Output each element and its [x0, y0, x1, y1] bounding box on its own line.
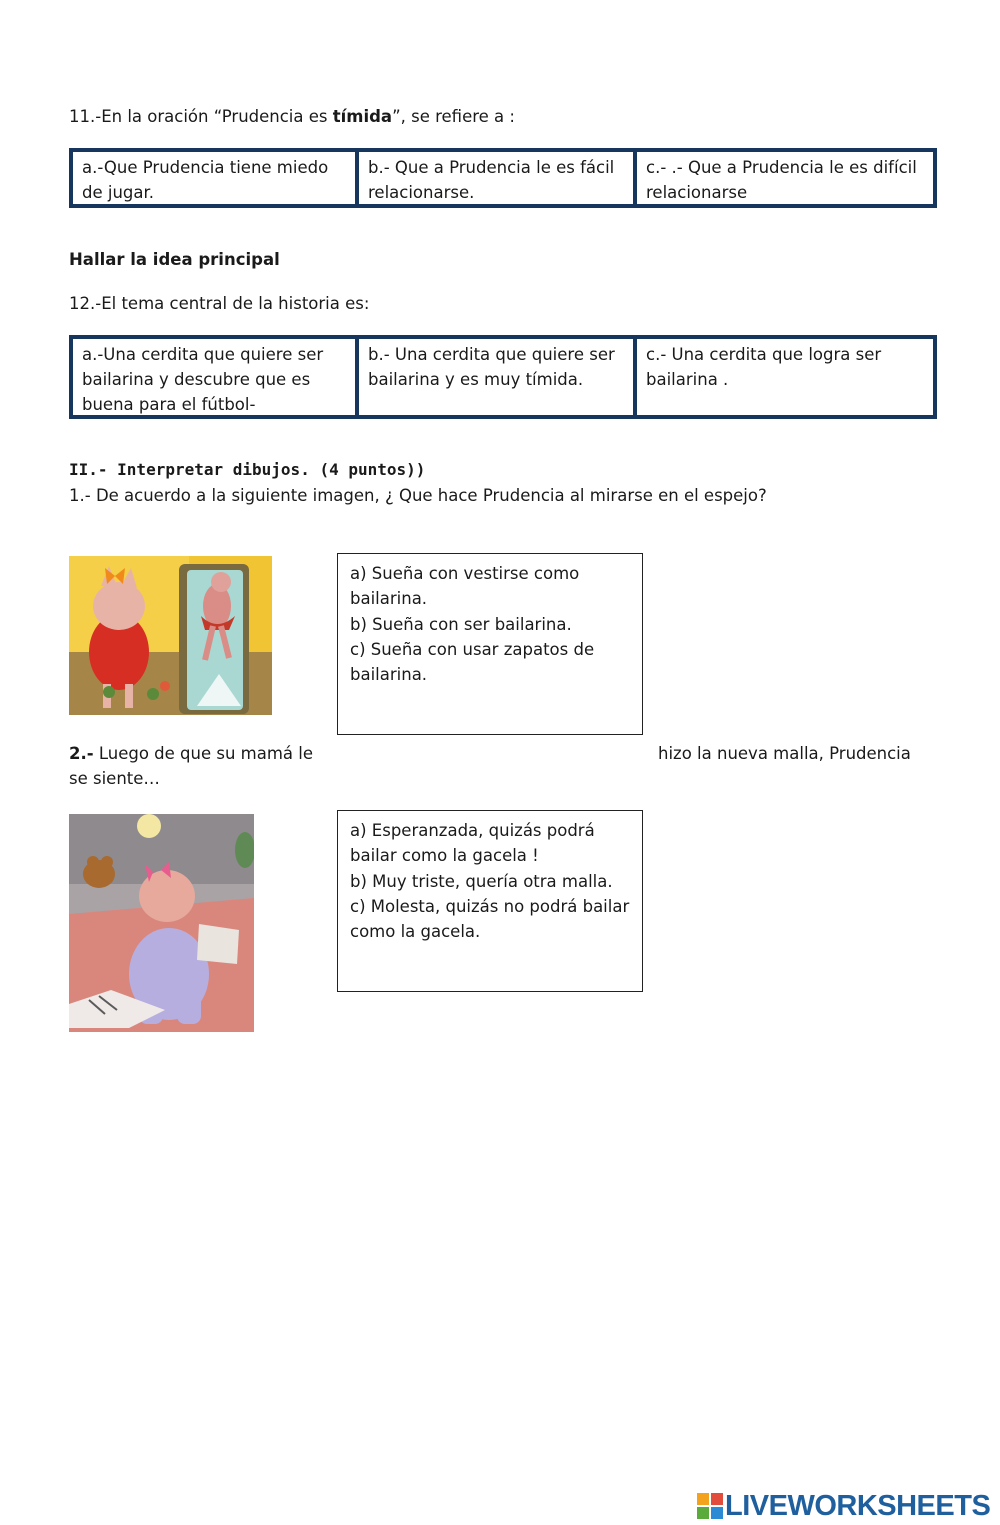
s2-q2-question-start: 2.- Luego de que su mamá le	[69, 744, 314, 763]
s2-q1-option-c[interactable]: c) Sueña con usar zapatos de bailarina.	[350, 639, 595, 685]
pig-sitting-drawing	[69, 814, 254, 1032]
s2-q2-options-box	[337, 810, 643, 992]
liveworksheets-logo[interactable]	[697, 1488, 990, 1524]
brand-name: LIVEWORKSHEETS	[725, 1489, 991, 1522]
s2-q2-option-a[interactable]: a) Esperanzada, quizás podrá bailar como la gacela !	[350, 821, 595, 866]
pig-mirror-illustration	[69, 556, 272, 715]
pig-sitting-illustration	[69, 814, 254, 1032]
q11-option-a[interactable]: a.-Que Prudencia tiene miedo de jugar.	[73, 152, 359, 204]
pig-mirror-drawing	[69, 556, 272, 715]
s2-q2-option-b[interactable]: b) Muy triste, quería otra malla.	[350, 871, 613, 891]
s2-q1-option-b[interactable]: b) Sueña con ser bailarina.	[350, 614, 572, 634]
q12-option-c[interactable]: c.- Una cerdita que logra ser bailarina .	[646, 345, 882, 389]
s2-q2-question-end: se siente…	[69, 769, 160, 788]
s2-q2-question-middle: hizo la nueva malla, Prudencia	[658, 744, 911, 763]
q12-options-table	[69, 335, 937, 419]
section-heading-main-idea: Hallar la idea principal	[69, 250, 280, 269]
q11-option-c[interactable]: c.- .- Que a Prudencia le es difícil relacionarse	[646, 158, 917, 202]
section2-title: II.- Interpretar dibujos. (4 puntos))	[69, 460, 426, 479]
q12-option-b[interactable]: b.- Una cerdita que quiere ser bailarina y es muy tímida.	[359, 339, 637, 415]
q11-question: 11.-En la oración “Prudencia es tímida”, se refiere a :	[69, 107, 515, 126]
q11-option-b[interactable]: b.- Que a Prudencia le es fácil relacionarse.	[359, 152, 637, 204]
s2-q1-option-a[interactable]: a) Sueña con vestirse como bailarina.	[350, 564, 580, 609]
s2-q2-option-c[interactable]: c) Molesta, quizás no podrá bailar como la gacela.	[350, 896, 630, 942]
s2-q1-options-box	[337, 553, 643, 735]
s2-q1-question: 1.- De acuerdo a la siguiente imagen, ¿ Que hace Prudencia al mirarse en el espejo?	[69, 486, 767, 505]
q12-question: 12.-El tema central de la historia es:	[69, 294, 370, 313]
q11-options-table	[69, 148, 937, 208]
q12-option-a[interactable]: a.-Una cerdita que quiere ser bailarina y descubre que es buena para el fútbol-	[73, 339, 359, 415]
liveworksheets-logo-icon	[697, 1493, 723, 1519]
